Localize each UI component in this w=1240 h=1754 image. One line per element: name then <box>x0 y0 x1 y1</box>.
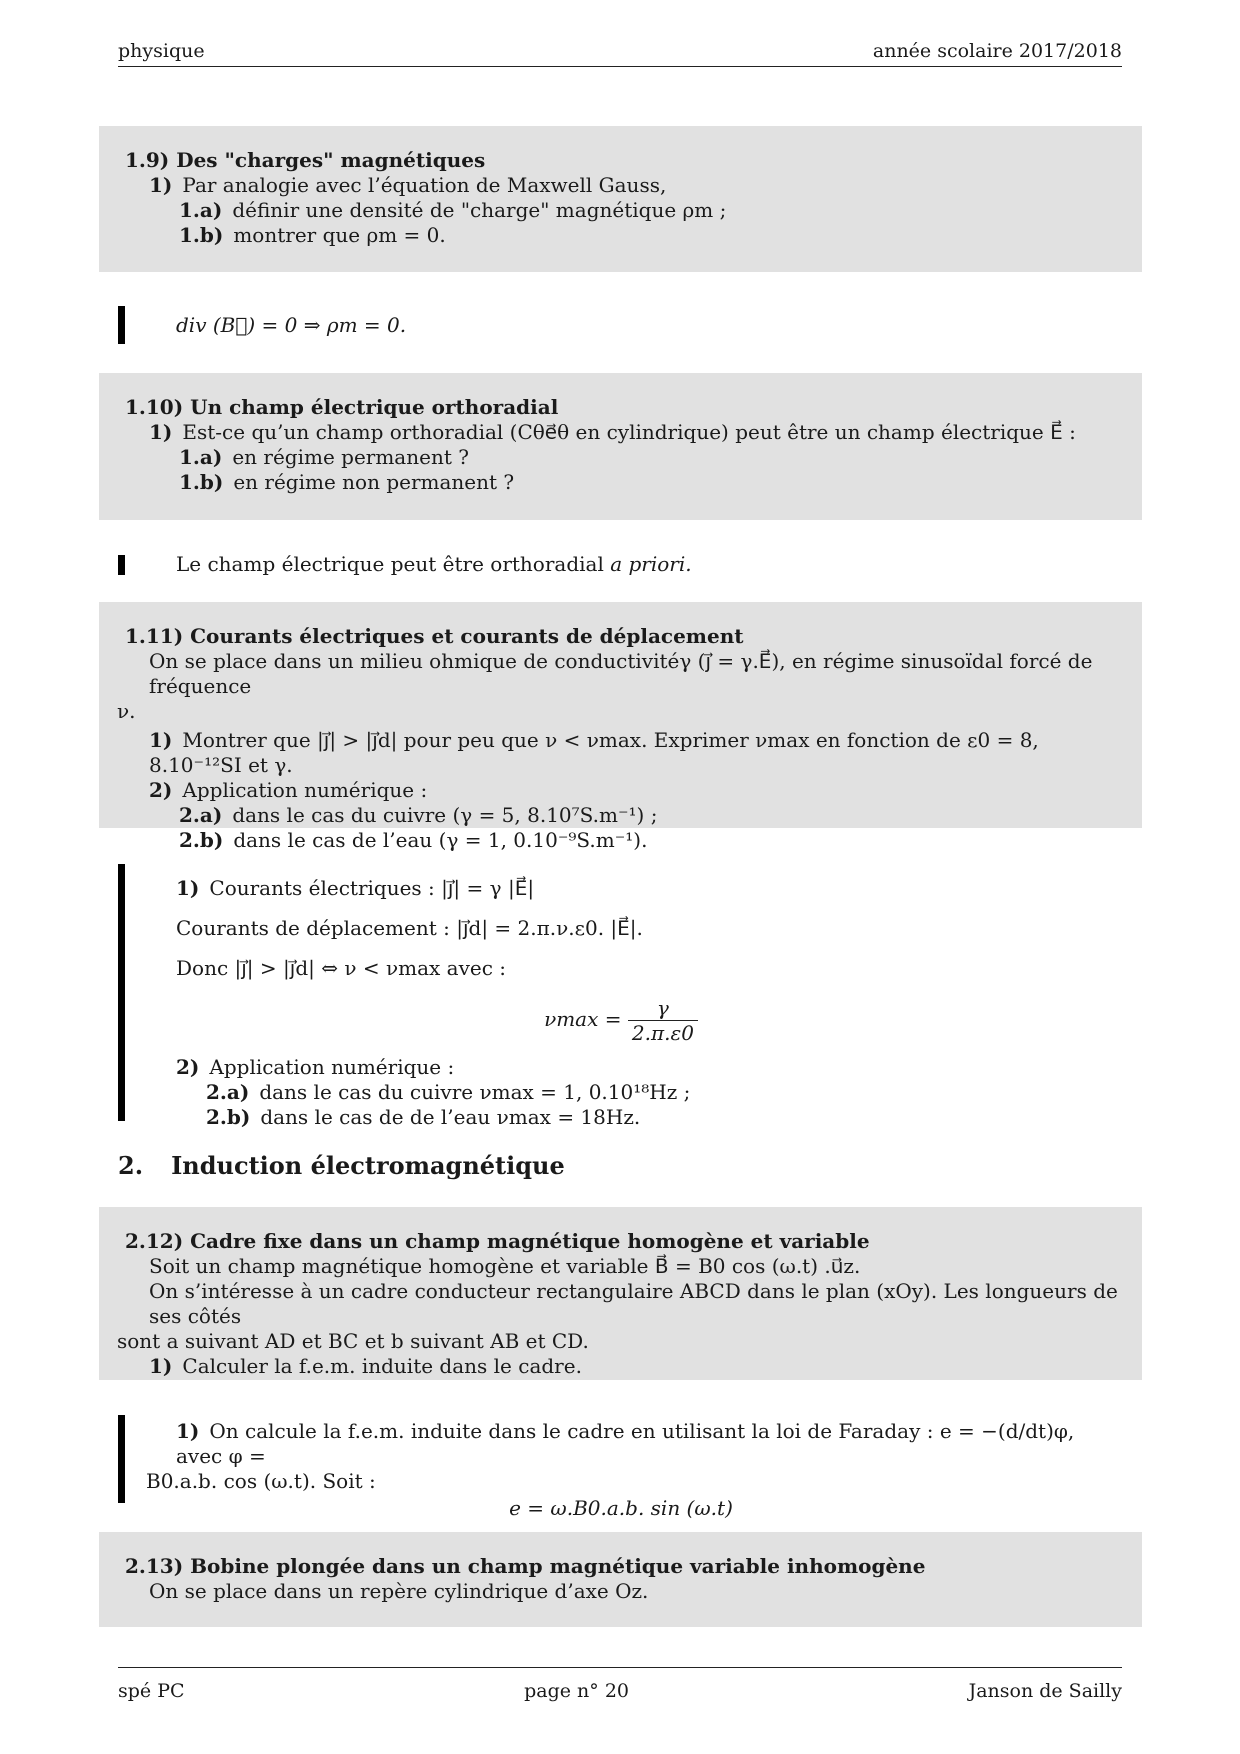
statement-line: Soit un champ magnétique homogène et variable B⃗ = B0 cos (ω.t) .u⃗z. <box>149 1254 861 1278</box>
answer-1-9 <box>118 313 1124 338</box>
answer-line: 2.b) dans le cas de de l’eau νmax = 18Hz. <box>206 1105 641 1129</box>
sub-question: 1.b) montrer que ρm = 0. <box>179 223 446 247</box>
question: 1) Par analogie avec l’équation de Maxwell Gauss, <box>149 173 667 197</box>
page-footer <box>118 1667 1122 1702</box>
exercise-1-10-box <box>99 373 1142 520</box>
fraction: $\frac{\gamma}{2.\pi.\varepsilon 0}$ <box>628 996 698 1045</box>
footer-school: Janson de Sailly <box>968 1680 1122 1702</box>
section-heading <box>118 1151 565 1180</box>
exercise-1-9-box <box>99 126 1142 272</box>
exercise-1-9-title: 1.9) Des "charges" magnétiques <box>125 148 486 172</box>
exercise-2-13-title: 2.13) Bobine plongée dans un champ magnétique variable inhomogène <box>125 1554 926 1578</box>
question: 2) Application numérique : <box>149 778 428 802</box>
header-subject: physique <box>118 40 205 62</box>
answer-1-10 <box>118 552 1124 577</box>
emf-equation: e = ω.B0.a.b. sin (ω.t) <box>509 1496 733 1520</box>
answer-line: 1) Courants électriques : |j⃗| = γ |E⃗| <box>176 876 535 900</box>
nu-max-equation: νmax = $\frac{\gamma}{2.\pi.\varepsilon 0}$ <box>118 996 1124 1045</box>
answer-italic: a priori. <box>610 552 692 576</box>
answer-line: Donc |j⃗| > |j⃗d| ⇔ ν < νmax avec : <box>176 956 506 980</box>
statement-line: sont a suivant AD et BC et b suivant AB et CD. <box>117 1329 589 1353</box>
answer-line: Courants de déplacement : |j⃗d| = 2.π.ν.ε0. |E⃗|. <box>176 916 643 940</box>
intro-text-cont: ν. <box>117 699 136 723</box>
statement-line: On se place dans un repère cylindrique d’axe Oz. <box>149 1579 649 1603</box>
answer-line: 2.a) dans le cas du cuivre νmax = 1, 0.10¹⁸Hz ; <box>206 1080 691 1104</box>
answer-2-12 <box>118 1419 1124 1531</box>
header-school-year: année scolaire 2017/2018 <box>872 40 1122 62</box>
sub-question: 1.b) en régime non permanent ? <box>179 470 515 494</box>
sub-question: 1.a) en régime permanent ? <box>179 445 469 469</box>
answer-1-11 <box>118 868 1124 1130</box>
sub-question: 2.a) dans le cas du cuivre (γ = 5, 8.10⁷S.m⁻¹) ; <box>179 803 658 827</box>
page-header <box>118 40 1122 67</box>
answer-line: 1) On calcule la f.e.m. induite dans le cadre en utilisant la loi de Faraday : e = −(d/dt)φ, avec φ = <box>176 1419 1075 1468</box>
answer-text: Le champ électrique peut être orthoradial <box>176 552 611 576</box>
exercise-2-12-box <box>99 1207 1142 1380</box>
sub-question: 2.b) dans le cas de l’eau (γ = 1, 0.10⁻⁹S.m⁻¹). <box>179 828 648 852</box>
sub-question: 1.a) définir une densité de "charge" magnétique ρm ; <box>179 198 727 222</box>
question: 1) Montrer que |j⃗| > |j⃗d| pour peu que ν < νmax. Exprimer νmax en fonction de ε0 = 8, 8.10⁻¹²SI et γ. <box>149 728 1039 777</box>
answer-text: div (B⃗) = 0 ⇒ ρm = 0. <box>176 313 407 337</box>
footer-page-number: page n° 20 <box>524 1680 629 1702</box>
exercise-2-13-box <box>99 1532 1142 1627</box>
exercise-1-11-box <box>99 602 1142 852</box>
answer-line: B0.a.b. cos (ω.t). Soit : <box>146 1469 376 1493</box>
exercise-1-10-title: 1.10) Un champ électrique orthoradial <box>125 395 559 419</box>
statement-line: On s’intéresse à un cadre conducteur rectangulaire ABCD dans le plan (xOy). Les longueurs de ses côtés <box>149 1279 1118 1328</box>
intro-text: On se place dans un milieu ohmique de conductivitéγ (j⃗ = γ.E⃗), en régime sinusoïdal forcé de fréquence <box>149 649 1093 698</box>
exercise-2-12-title: 2.12) Cadre fixe dans un champ magnétique homogène et variable <box>125 1229 870 1253</box>
answer-line: 2) Application numérique : <box>176 1055 455 1079</box>
section-title: Induction électromagnétique <box>171 1151 565 1180</box>
section-number: 2. <box>118 1151 144 1180</box>
footer-class: spé PC <box>118 1680 185 1702</box>
question: 1) Est-ce qu’un champ orthoradial (Cθe⃗θ en cylindrique) peut être un champ électrique E⃗ : <box>149 420 1076 444</box>
exercise-1-11-title: 1.11) Courants électriques et courants de déplacement <box>125 624 744 648</box>
question: 1) Calculer la f.e.m. induite dans le cadre. <box>149 1354 582 1378</box>
